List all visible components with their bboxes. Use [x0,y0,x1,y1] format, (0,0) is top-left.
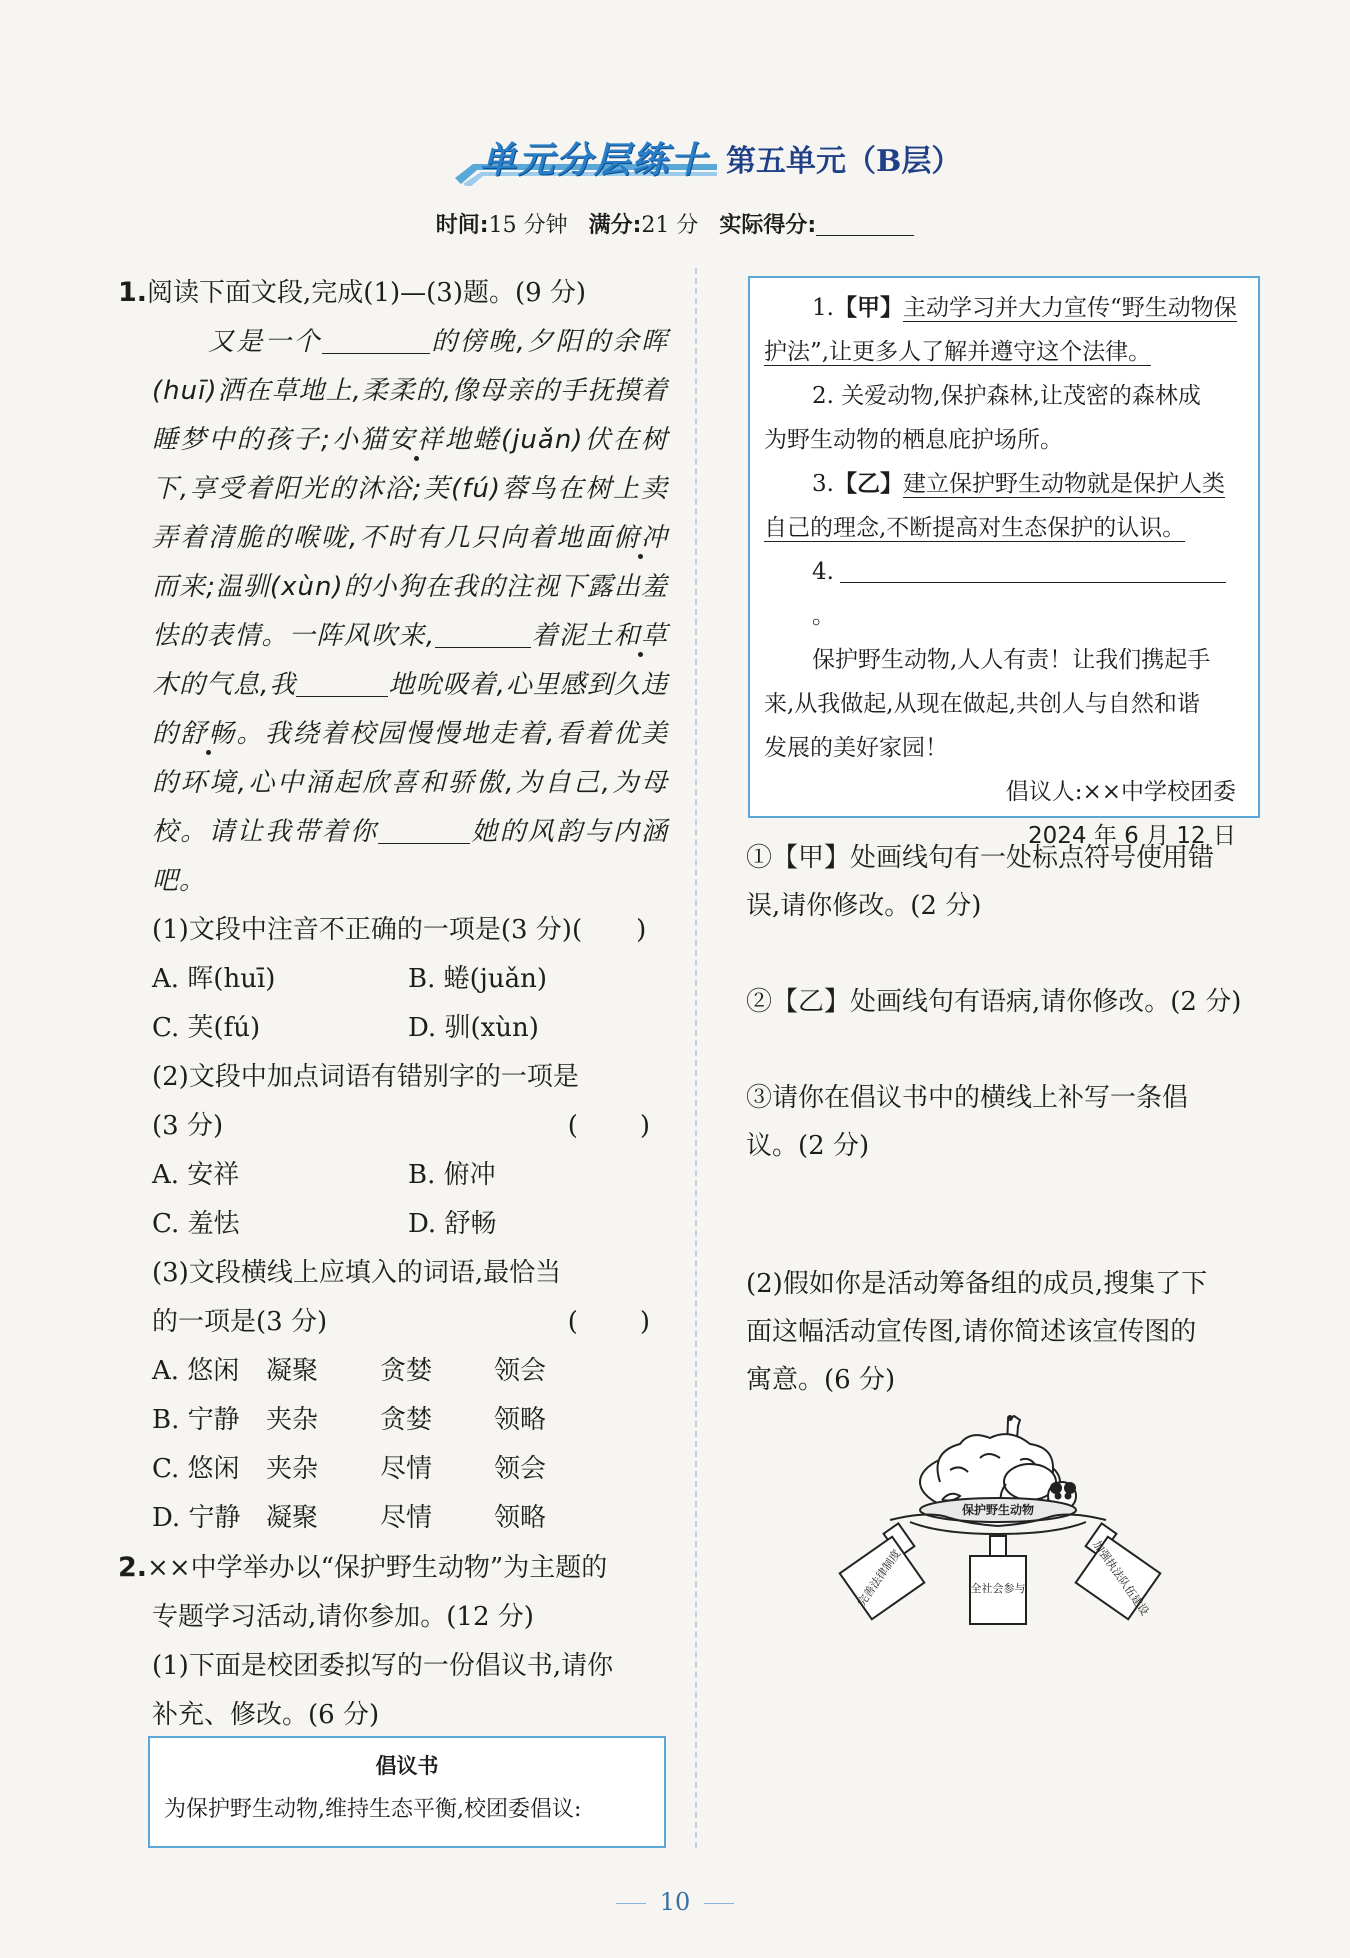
wildlife-protection-poster [830,1410,1180,1650]
option-d[interactable]: D. 舒畅 [408,1209,497,1239]
answer-paren[interactable]: ( ) [567,1111,668,1141]
page-title: 单元分层练十 [480,140,709,181]
option-c[interactable]: C. 羞怯 [152,1209,240,1239]
proposal-title: 倡议书 [375,1754,439,1778]
answer-paren[interactable]: ( ) [567,1307,668,1337]
proposal-item-3-cont: 自己的理念,不断提高对生态保护的认识。 [764,515,1186,541]
q1-sub1-options-row1 [118,955,668,1004]
option-b[interactable]: B. 俯冲 [408,1160,496,1190]
q1-passage: 又是一个 的傍晚,夕阳的余晖(huī)洒在草地上,柔柔的,像母亲的手抚摸着睡梦中的孩子;小猫安祥地蜷(juǎn)伏在树下,享受着阳光的沐浴;芙(fú)蓉鸟在树上卖弄着清脆的喉咙,不时有几只向着地面俯冲而来;温驯(xùn)的小狗在我的注视下露出羞怯的表情。一阵风吹来, 着泥土和草木的气息,我 地吮吸着,心里感到久违的舒畅。我绕着校园慢慢地走着,看着优美的环境,心中涌起欣喜和骄傲,为自己,为母校。请让我带着你 她的风韵与内涵吧。 [118,318,668,906]
proposal-item-4: 4.。 [764,550,1244,638]
q1-stem: 1.阅读下面文段,完成(1)—(3)题。(9 分) [118,277,587,308]
blank-2[interactable] [435,617,531,648]
q1-sub2-stem-cont: (3 分) ( ) [118,1102,668,1151]
q1-sub2-options-row1 [118,1151,668,1200]
proposal-item-2-cont: 为野生动物的栖息庇护场所。 [764,427,1063,453]
q1-sub3-option-b[interactable]: B. 宁静 夹杂 贪婪 领略 [152,1405,547,1435]
proposal-closing-cont: 来,从我做起,从现在做起,共创人与自然和谐 [764,691,1200,717]
q1-number: 1. [118,277,148,308]
q1-sub3-option-c[interactable]: C. 悠闲 夹杂 尽情 领会 [152,1454,547,1484]
exam-meta [0,208,1350,239]
option-a[interactable]: A. 安祥 [152,1160,240,1190]
option-d[interactable]: D. 驯(xùn) [408,1013,539,1043]
proposal-closing: 保护野生动物,人人有责！让我们携起手 [812,647,1211,673]
proposal-box-continued [748,276,1260,849]
proposal-intro: 为保护野生动物,维持生态平衡,校团委倡议: [164,1797,582,1822]
proposal-item-1-cont: 护法”,让更多人了解并遵守这个法律。 [764,339,1152,365]
proposal-closing-end: 发展的美好家园！ [764,735,948,761]
left-column [118,268,668,1740]
q1-sub3-option-d[interactable]: D. 宁静 凝聚 尽情 领略 [152,1503,547,1533]
tag-jia: 【甲】 [833,295,903,321]
poster-left-sign-text: 完善法律制度 [854,1547,904,1609]
blank-3[interactable] [296,666,388,697]
proposal-fill-blank[interactable] [840,556,1226,583]
actual-score-label: 实际得分: [719,213,817,238]
poster-right-sign-text: 加强执法队伍建设 [1090,1538,1152,1618]
tag-yi: 【乙】 [833,471,903,497]
answer-paren[interactable]: ( ) [571,915,661,945]
q1-sub2-stem: (2)文段中加点词语有错别字的一项是 [152,1062,579,1092]
q1-sub2-options-row2 [118,1200,668,1249]
q2-sub2: (2)假如你是活动筹备组的成员,搜集了下 面这幅活动宣传图,请你简述该宣传图的 寓意。(6 分) [746,1269,1208,1395]
q1-sub1-options-row2 [118,1004,668,1053]
page-footer [0,1888,1350,1916]
full-score-value: 21 分 [641,213,699,238]
page-subtitle: 第五单元（B层） [726,144,962,179]
full-score-label: 满分: [588,213,642,238]
time-value: 15 分钟 [488,213,568,238]
proposal-signer: 倡议人:××中学校团委 [1005,779,1236,805]
worksheet-header [0,128,1350,198]
q2-ask-a: ①【甲】处画线句有一处标点符号使用错 误,请你修改。(2 分) [746,843,1215,921]
q2-stem: 2.××中学举办以“保护野生动物”为主题的 [118,1552,608,1583]
dotted-word-fuchong: 俯冲 [612,523,668,553]
proposal-item-3: 3.【乙】建立保护野生动物就是保护人类 [812,471,1225,497]
option-c[interactable]: C. 芙(fú) [152,1013,261,1043]
blank-1[interactable] [322,323,430,354]
column-divider [695,268,697,1848]
q2-sub1-stem-cont: 补充、修改。(6 分) [152,1700,380,1730]
blank-4[interactable] [378,813,470,844]
proposal-box-start [148,1736,666,1848]
q1-sub1-stem: (1)文段中注音不正确的一项是(3 分)( ) [152,915,661,945]
q2-ask-c: ③请你在倡议书中的横线上补写一条倡 议。(2 分) [746,1083,1189,1161]
dotted-word-anxiang: 安祥 [388,425,445,455]
time-label: 时间: [435,213,489,238]
q1-sub3-option-a[interactable]: A. 悠闲 凝聚 贪婪 领会 [152,1356,547,1386]
poster-banner-text: 保护野生动物 [961,1503,1035,1517]
proposal-item-1: 1.【甲】主动学习并大力宣传“野生动物保 [812,295,1237,321]
q2-stem-cont: 专题学习活动,请你参加。(12 分) [152,1602,534,1632]
option-b[interactable]: B. 蜷(juǎn) [408,964,547,994]
q1-sub3-stem-cont: 的一项是(3 分) ( ) [118,1298,668,1347]
option-a[interactable]: A. 晖(huī) [152,964,276,994]
proposal-item-2: 2. 关爱动物,保护森林,让茂密的森林成 [812,383,1201,409]
proposal-date: 2024 年 6 月 12 日 [1028,823,1236,849]
dotted-word-xiuqie: 羞怯 [152,572,668,651]
actual-score-blank[interactable] [816,235,914,236]
page-number: 10 [659,1888,691,1916]
poster-middle-sign-text: 全社会参与 [970,1582,1026,1595]
q1-sub3-stem: (3)文段横线上应填入的词语,最恰当 [152,1258,562,1288]
q2-number: 2. [118,1552,148,1583]
dotted-word-shuchang: 舒畅 [180,719,237,749]
q2-ask-b: ②【乙】处画线句有语病,请你修改。(2 分) [746,987,1242,1017]
q2-sub1-stem: (1)下面是校团委拟写的一份倡议书,请你 [152,1651,614,1681]
